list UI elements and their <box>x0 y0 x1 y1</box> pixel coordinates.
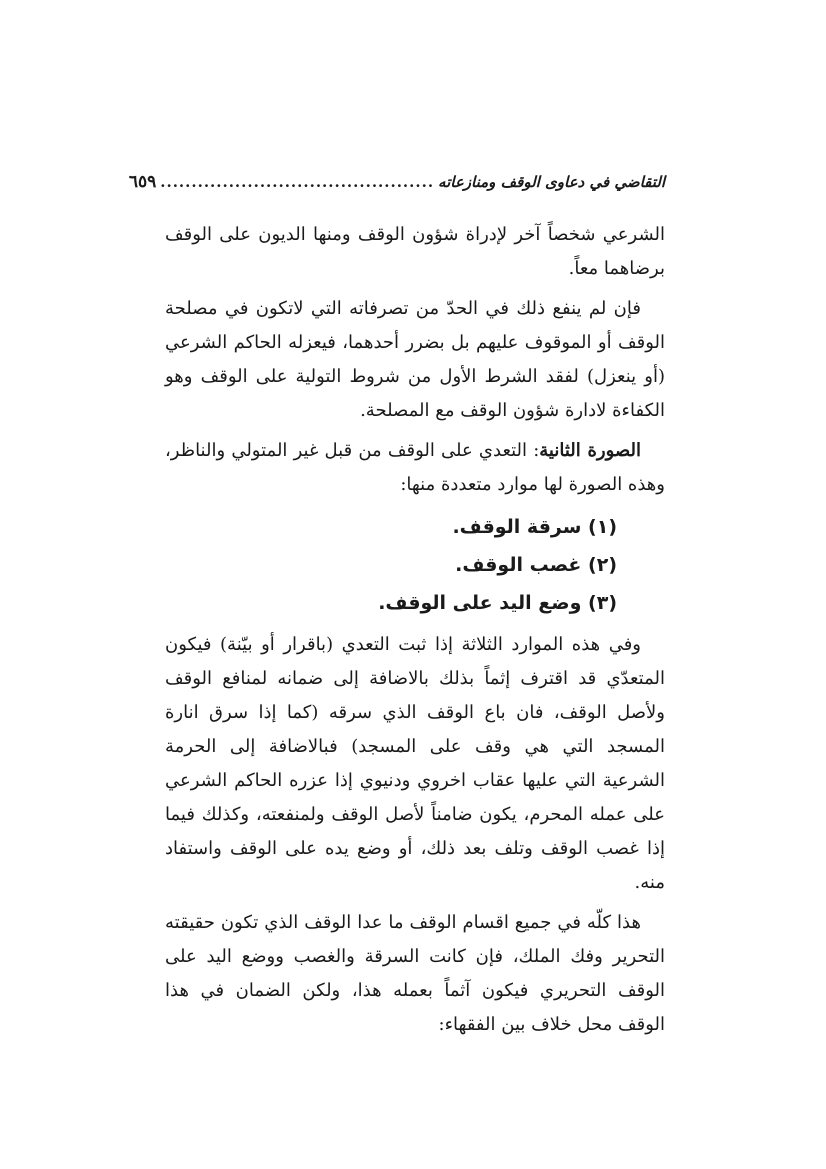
cases-list <box>165 508 665 622</box>
section-heading: الصورة الثانية <box>539 440 641 461</box>
running-title: التقاضي في دعاوى الوقف ومنازعاته <box>438 173 665 191</box>
paragraph-3-text: : التعدي على الوقف من قبل غير المتولي والناظر، وهذه الصورة لها موارد متعددة منها: <box>165 440 665 495</box>
paragraph-3 <box>165 434 665 502</box>
main-text <box>165 218 665 1042</box>
book-page <box>128 172 665 1048</box>
leader-dots: ............................................ <box>160 173 435 191</box>
paragraph-1: الشرعي شخصاً آخر لإدراة شؤون الوقف ومنها الديون على الوقف برضاهما معاً. <box>165 224 665 279</box>
running-header <box>128 172 665 198</box>
list-item: (٣) وضع اليد على الوقف. <box>378 592 617 614</box>
paragraph-4: وفي هذه الموارد الثلاثة إذا ثبت التعدي (باقرار أو بيّنة) فيكون المتعدّي قد اقترف إثماً بذلك بالاضافة إلى ضمانه لمنافع الوقف ولأصل الوقف، فان باع الوقف الذي سرقه (كما إذا سرق انارة المسجد التي هي وقف على المسجد) فبالاضافة إلى الحرمة الشرعية التي عليها عقاب اخروي ودنيوي إذا عزره الحاكم الشرعي على عمله المحرم، يكون ضامناً لأصل الوقف ولمنفعته، وكذلك فيما إذا غصب الوقف وتلف بعد ذلك، أو وضع يده على الوقف واستفاد منه. <box>165 634 665 893</box>
list-item: (١) سرقة الوقف. <box>452 516 617 538</box>
page-number: ٦٥٩ <box>128 172 157 192</box>
paragraph-2: فإن لم ينفع ذلك في الحدّ من تصرفاته التي لاتكون في مصلحة الوقف أو الموقوف عليهم بل بضرر أحدهما، فيعزله الحاكم الشرعي (أو ينعزل) لفقد الشرط الأول من شروط التولية على الوقف وهو الكفاءة لادارة شؤون الوقف مع المصلحة. <box>165 298 665 421</box>
list-item: (٢) غصب الوقف. <box>455 554 617 576</box>
paragraph-5: هذا كلّه في جميع اقسام الوقف ما عدا الوقف الذي تكون حقيقته التحرير وفك الملك، فإن كانت السرقة والغصب ووضع اليد على الوقف التحريري فيكون آثماً بعمله هذا، ولكن الضمان في هذا الوقف محل خلاف بين الفقهاء: <box>165 912 665 1035</box>
